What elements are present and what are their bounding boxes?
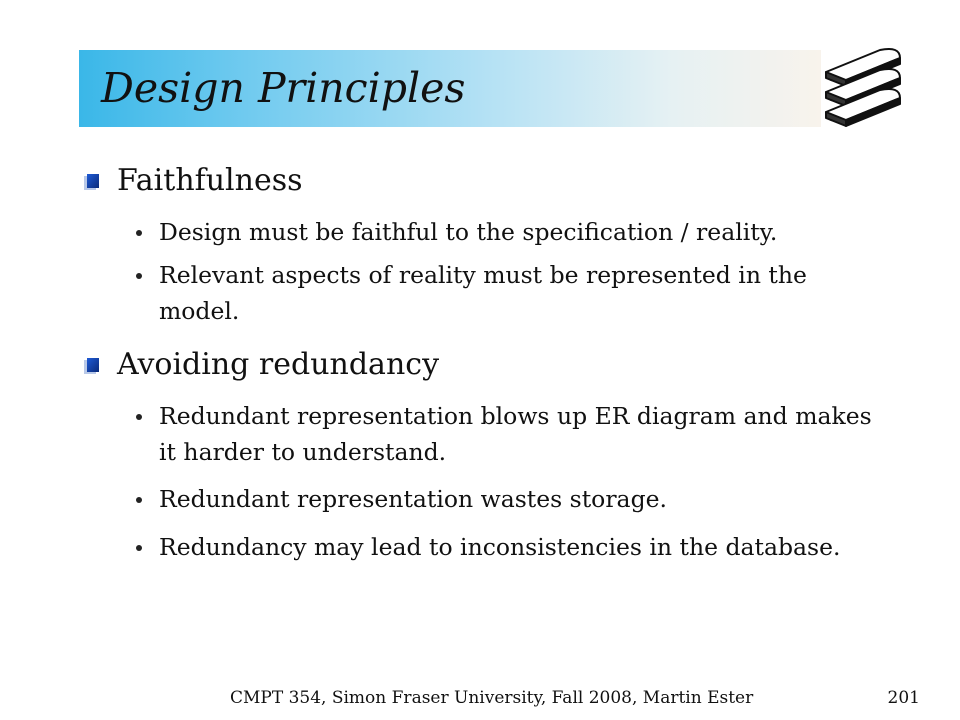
sub-bullet-dot-icon	[136, 497, 142, 503]
blue-square-bullet-icon	[84, 358, 99, 375]
page-number: 201	[887, 688, 920, 708]
sub-bullet-dot-icon	[136, 273, 142, 279]
sub-bullet-dot-icon	[136, 545, 142, 551]
sub-bullet-dot-icon	[136, 230, 142, 236]
sub-bullet-dot-icon	[136, 414, 142, 420]
slide-title: Design Principles	[101, 64, 466, 112]
list-item: Redundant representation wastes storage.	[159, 485, 667, 513]
list-item: Redundant representation blows up ER diagram and makes it harder to understand.	[159, 402, 872, 466]
footer-text: CMPT 354, Simon Fraser University, Fall 2008, Martin Ester	[230, 688, 754, 708]
list-item: Relevant aspects of reality must be represented in the model.	[159, 261, 807, 325]
section-heading: Avoiding redundancy	[117, 347, 440, 382]
section-heading: Faithfulness	[117, 163, 303, 198]
list-item: Design must be faithful to the specification / reality.	[159, 218, 778, 246]
slide-footer	[0, 686, 960, 710]
list-item: Redundancy may lead to inconsistencies in the database.	[159, 533, 841, 561]
blue-square-bullet-icon	[84, 174, 99, 191]
